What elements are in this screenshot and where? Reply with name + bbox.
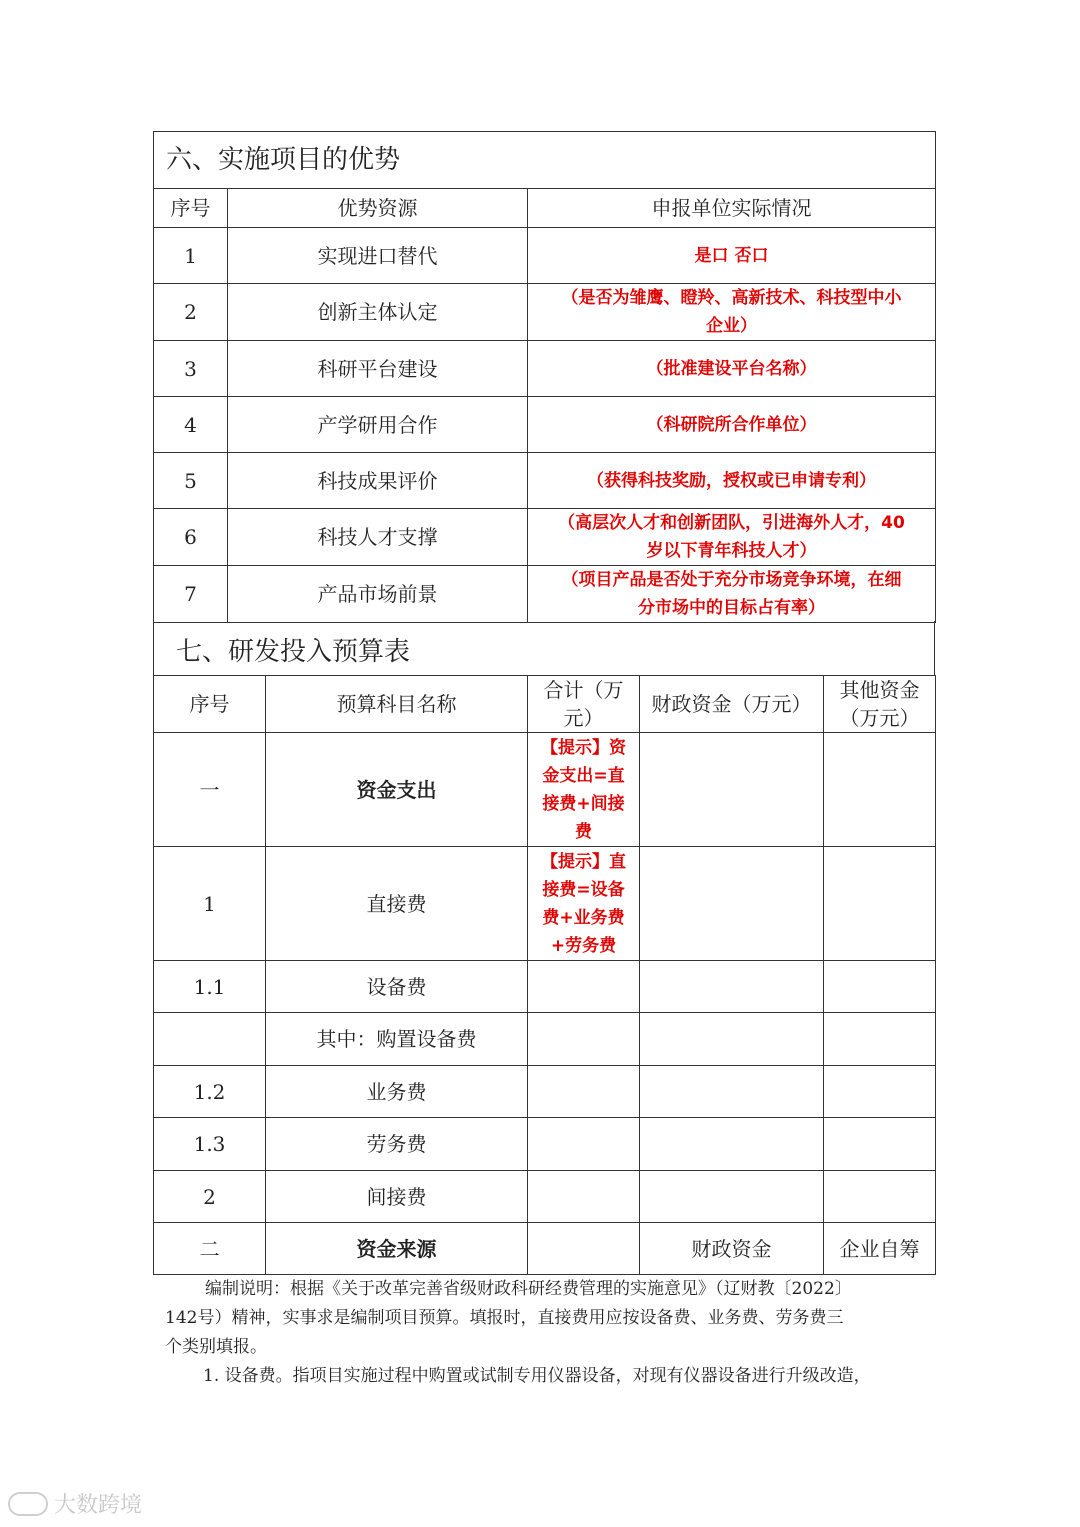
situation-line: （科研院所合作单位） [646, 414, 817, 435]
row-no: 2 [154, 1171, 266, 1223]
row-resource: 科研平台建设 [228, 341, 528, 397]
header-no: 序号 [154, 676, 266, 733]
row-resource: 科技人才支撑 [228, 509, 528, 566]
row-name: 资金来源 [266, 1223, 528, 1275]
row-situation [528, 566, 936, 623]
table-row [154, 1223, 936, 1275]
header-total: 合计（万元） [528, 676, 640, 733]
total-hint: 【提示】直接费=设备费+业务费+劳务费 [528, 847, 640, 961]
chat-bubble-icon [8, 1492, 48, 1516]
row-name: 业务费 [266, 1066, 528, 1118]
total-cell [528, 1066, 640, 1118]
note-line: 个类别填报。 [165, 1337, 267, 1357]
row-no: 2 [154, 284, 228, 341]
fiscal-cell: 财政资金 [640, 1223, 824, 1275]
row-no: 1 [154, 847, 266, 961]
row-resource: 实现进口替代 [228, 228, 528, 284]
row-name: 资金支出 [266, 733, 528, 847]
situation-line: 岁以下青年科技人才） [646, 541, 817, 561]
total-cell [528, 961, 640, 1013]
fiscal-cell [640, 733, 824, 847]
other-cell [824, 1118, 936, 1171]
row-no: 6 [154, 509, 228, 566]
fiscal-cell [640, 1066, 824, 1118]
table-row [154, 341, 936, 397]
budget-table [153, 675, 936, 1275]
table-row [154, 566, 936, 623]
row-no: 1.2 [154, 1066, 266, 1118]
header-item-name: 预算科目名称 [266, 676, 528, 733]
advantages-table [153, 131, 936, 623]
situation-line: （项目产品是否处于充分市场竞争环境，在细 [561, 570, 902, 590]
row-resource: 产品市场前景 [228, 566, 528, 623]
row-name: 间接费 [266, 1171, 528, 1223]
other-cell [824, 1171, 936, 1223]
row-no: 7 [154, 566, 228, 623]
section6-title: 六、实施项目的优势 [154, 132, 936, 189]
section7-title: 七、研发投入预算表 [153, 621, 935, 675]
fiscal-cell [640, 961, 824, 1013]
row-situation [528, 284, 936, 341]
other-cell [824, 733, 936, 847]
row-no: 3 [154, 341, 228, 397]
header-no: 序号 [154, 189, 228, 228]
other-cell [824, 847, 936, 961]
table-row [154, 1013, 936, 1066]
table-row [154, 1066, 936, 1118]
situation-line: 是口 否口 [694, 245, 769, 266]
fiscal-cell [640, 1171, 824, 1223]
situation-line: 分市场中的目标占有率） [638, 598, 826, 618]
row-situation [528, 453, 936, 509]
table-row [154, 509, 936, 566]
other-cell [824, 1066, 936, 1118]
other-cell [824, 961, 936, 1013]
row-no: 二 [154, 1223, 266, 1275]
row-name: 劳务费 [266, 1118, 528, 1171]
situation-line: （获得科技奖励，授权或已申请专利） [587, 470, 877, 491]
situation-line: （高层次人才和创新团队，引进海外人才，40 [558, 513, 905, 533]
header-situation: 申报单位实际情况 [528, 189, 936, 228]
situation-line: 企业） [706, 316, 758, 336]
note-line: 142号）精神，实事求是编制项目预算。填报时，直接费用应按设备费、业务费、劳务费三 [165, 1308, 844, 1328]
header-fiscal: 财政资金（万元） [640, 676, 824, 733]
header-resource: 优势资源 [228, 189, 528, 228]
row-no: 4 [154, 397, 228, 453]
table-row [154, 733, 936, 847]
row-no [154, 1013, 266, 1066]
row-resource: 产学研用合作 [228, 397, 528, 453]
table-row [154, 284, 936, 341]
note-line: 编制说明：根据《关于改革完善省级财政科研经费管理的实施意见》（辽财教〔2022〕 [205, 1279, 852, 1299]
total-cell [528, 1013, 640, 1066]
row-no: 一 [154, 733, 266, 847]
total-hint: 【提示】资金支出=直接费+间接费 [528, 733, 640, 847]
row-no: 5 [154, 453, 228, 509]
advantages-header-row [154, 189, 936, 228]
table-row [154, 1171, 936, 1223]
total-cell [528, 1171, 640, 1223]
fiscal-cell [640, 1013, 824, 1066]
row-name: 其中：购置设备费 [266, 1013, 528, 1066]
row-resource: 创新主体认定 [228, 284, 528, 341]
row-no: 1 [154, 228, 228, 284]
row-situation [528, 341, 936, 397]
watermark-text: 大数跨境 [54, 1493, 143, 1518]
row-situation [528, 228, 936, 284]
row-no: 1.1 [154, 961, 266, 1013]
table-row [154, 961, 936, 1013]
watermark [8, 1488, 142, 1519]
other-cell [824, 1013, 936, 1066]
header-other: 其他资金（万元） [824, 676, 936, 733]
row-resource: 科技成果评价 [228, 453, 528, 509]
fiscal-cell [640, 847, 824, 961]
situation-line: （批准建设平台名称） [646, 358, 817, 379]
table-row [154, 453, 936, 509]
other-cell: 企业自筹 [824, 1223, 936, 1275]
table-row [154, 397, 936, 453]
total-cell [528, 1118, 640, 1171]
row-situation [528, 397, 936, 453]
fiscal-cell [640, 1118, 824, 1171]
situation-line: （是否为雏鹰、瞪羚、高新技术、科技型中小 [561, 288, 902, 308]
row-name: 直接费 [266, 847, 528, 961]
total-cell [528, 1223, 640, 1275]
budget-header-row [154, 676, 936, 733]
table-row [154, 1118, 936, 1171]
table-row [154, 228, 936, 284]
row-name: 设备费 [266, 961, 528, 1013]
row-no: 1.3 [154, 1118, 266, 1171]
row-situation [528, 509, 936, 566]
table-row [154, 847, 936, 961]
note-line: 1. 设备费。指项目实施过程中购置或试制专用仪器设备，对现有仪器设备进行升级改造， [203, 1366, 871, 1386]
